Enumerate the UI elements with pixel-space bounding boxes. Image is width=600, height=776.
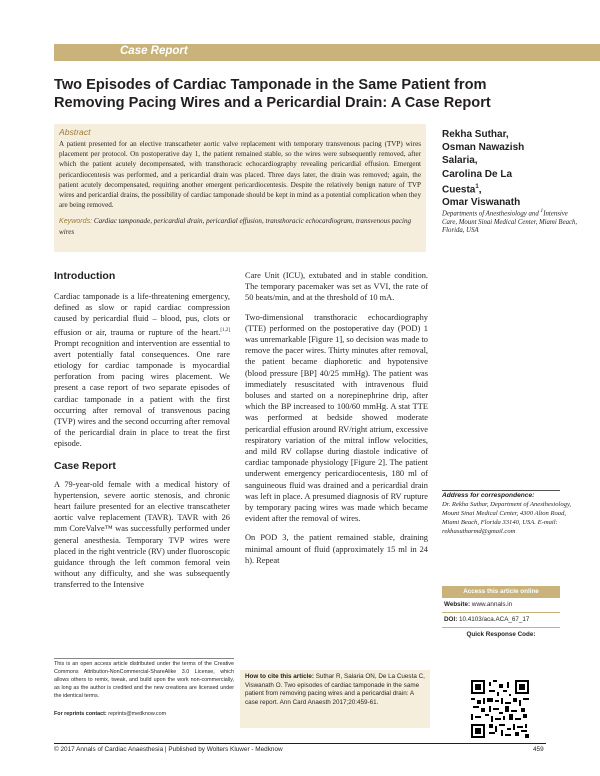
footer-text: © 2017 Annals of Cardiac Anaesthesia | Published by Wolters Kluwer - Medknow bbox=[54, 746, 283, 753]
abstract-box bbox=[54, 124, 426, 252]
citation-box bbox=[240, 670, 430, 728]
qr-label: Quick Response Code: bbox=[466, 631, 536, 638]
abstract-heading: Abstract bbox=[59, 127, 91, 137]
body-column-left bbox=[54, 270, 230, 591]
abstract-text: A patient presented for an elective transcatheter aortic valve replacement with temporary transvenous pacing (TVP) wires placement per protocol. On postoperative day 1, the patient remained stable, so the wires were subsequently removed, after which the patient acutely decompensated, with transthoracic echocardiography revealing pericardial effusion. Emergent pericardiocentesis was performed, and a pericardial drain was placed. Three days later, the drain was removed; again, the patient acutely decompensated, requiring another emergent pericardiocentesis. Despite the relatively benign nature of TVP wires and pericardial drains, the possibility of cardiac tamponade should be kept in mind as a potential complication when they are being removed. bbox=[59, 140, 421, 210]
website-link[interactable]: www.annals.in bbox=[471, 601, 513, 608]
author-line: Osman Nawazish bbox=[442, 142, 525, 154]
case-paragraph: Two-dimensional transthoracic echocardiography (TTE) performed on the postoperative day (POD) 1 was unremarkable [Figure 1], so decision was made to remove the pacer wires. Thirty minutes after removal, the patient became diaphoretic and hypotensive (blood pressure [BP] 40/25 mmHg). The patient was immediately resuscitated with intravenous fluid boluses and started on a norepinephrine drip, after which the BP increased to 100/60 mmHg. A stat TTE was performed at bedside showed moderate pericardial effusion around RV/right atrium, excessive respiratory variation of the mitral inflow velocities, and mild RV collapse during diastole indicative of cardiac tamponade physiology [Figure 2]. The patient underwent emergency pericardiocentesis, 180 ml of sanguineous fluid was drained and a pericardial drain was left in place. A presumed diagnosis of RV rupture by temporary pacing wires was made which became evident after the removal of wires. bbox=[245, 312, 428, 524]
author-line: Rekha Suthar, bbox=[442, 129, 509, 140]
article-type-banner bbox=[54, 44, 600, 61]
keywords-label: Keywords: bbox=[59, 217, 93, 226]
access-heading: Access this article online bbox=[442, 586, 560, 598]
author-line: Salaria, bbox=[442, 155, 478, 167]
case-report-heading: Case Report bbox=[54, 459, 116, 472]
doi-link[interactable]: 10.4103/aca.ACA_67_17 bbox=[459, 616, 530, 623]
introduction-paragraph: Cardiac tamponade is a life-threatening emergency, defined as slow or rapid cardiac compression caused by pericardial fluid – blood, pus, clots or effusion or air, trauma or rupture of the heart.[1,2] Prompt recognition and intervention are essential to avert potentially fatal consequences. One rare etiology for cardiac tamponade is myocardial perforation from pacing wires placement. We present a case report of two separate episodes of cardiac tamponade in a patient with the first occurring after removal of transvenous pacing (TVP) wires and the second occurring after removal of the pericardial drain in place to treat the first episode. bbox=[54, 292, 230, 449]
author-list bbox=[442, 128, 582, 210]
divider bbox=[442, 490, 560, 491]
reprints-contact: For reprints contact: reprints@medknow.com bbox=[54, 711, 167, 717]
license-text: This is an open access article distributed under the terms of the Creative Commons Attribution-NonCommercial-ShareAlike 3.0 License, which allows others to remix, tweak, and build upon the work non-commercially, as long as the author is credited and the new creations are licensed under the identical terms. bbox=[54, 661, 234, 699]
citation-text: Suthar R, Salaria ON, De La Cuesta C, Viswanath O. Two episodes of cardiac tamponade in the same patient from removing pacing wires and a pericardial drain: A case report. Ann Card Anaesth 2017;20:459-61. bbox=[245, 673, 425, 706]
footer-divider bbox=[54, 743, 546, 744]
case-paragraph: On POD 3, the patient remained stable, draining minimal amount of fluid (approximately 15 ml in 24 h). Repeat bbox=[245, 533, 428, 565]
divider bbox=[54, 658, 234, 659]
reprints-email[interactable]: reprints@medknow.com bbox=[108, 711, 167, 717]
author-line: Cuesta$^1$, bbox=[442, 183, 482, 196]
doi-row: DOI: 10.4103/aca.ACA_67_17 bbox=[442, 613, 560, 628]
author-affiliation: Departments of Anesthesiology and $^1$Intensive Care, Mount Sinai Medical Center, Miami Beach, Florida, USA bbox=[442, 208, 578, 235]
case-paragraph: Care Unit (ICU), extubated and in stable condition. The temporary pacemaker was set as VVI, the rate of 50 beats/min, and at the threshold of 10 mA. bbox=[245, 271, 428, 303]
page-number: 459 bbox=[533, 746, 544, 753]
body-column-middle bbox=[245, 270, 428, 566]
case-report-paragraph: A 79-year-old female with a medical history of hypertension, severe aortic stenosis, and chronic heart failure presented for an elective transcatheter aortic valve replacement (TAVR). TAVR with 26 mm CoreValve™ was successfully performed under general anesthesia. Temporary TVP wires were placed in the right ventricle (RV) under fluoroscopic guidance through the left common femoral vein without any difficulty, and she was subsequently transferred to the Intensive bbox=[54, 479, 230, 590]
keywords-text: Cardiac tamponade, pericardial drain, pericardial effusion, transthoracic echocardiogram, transvenous pacing wires bbox=[59, 217, 412, 236]
access-box bbox=[442, 586, 560, 638]
author-line: Carolina De La bbox=[442, 168, 513, 180]
citation-label: How to cite this article: bbox=[245, 673, 314, 680]
article-type-label: Case Report bbox=[120, 45, 188, 57]
article-title: Two Episodes of Cardiac Tamponade in the Same Patient from Removing Pacing Wires and a Pericardial Drain: A Case Report bbox=[54, 77, 491, 111]
qr-code-icon bbox=[471, 680, 529, 738]
author-line: Omar Viswanath bbox=[442, 197, 521, 209]
correspondence-text: Dr. Rekha Suthar, Department of Anesthesiology, Mount Sinai Medical Center, 4300 Alton Road, Miami Beach, Florida 33140, USA. E-mail: rekhasutharmd@gmail.com bbox=[442, 501, 572, 535]
keywords bbox=[59, 216, 421, 236]
correspondence-block bbox=[442, 492, 582, 536]
introduction-heading: Introduction bbox=[54, 270, 116, 282]
correspondence-heading: Address for correspondence: bbox=[442, 492, 535, 499]
website-row: Website: www.annals.in bbox=[442, 598, 560, 613]
